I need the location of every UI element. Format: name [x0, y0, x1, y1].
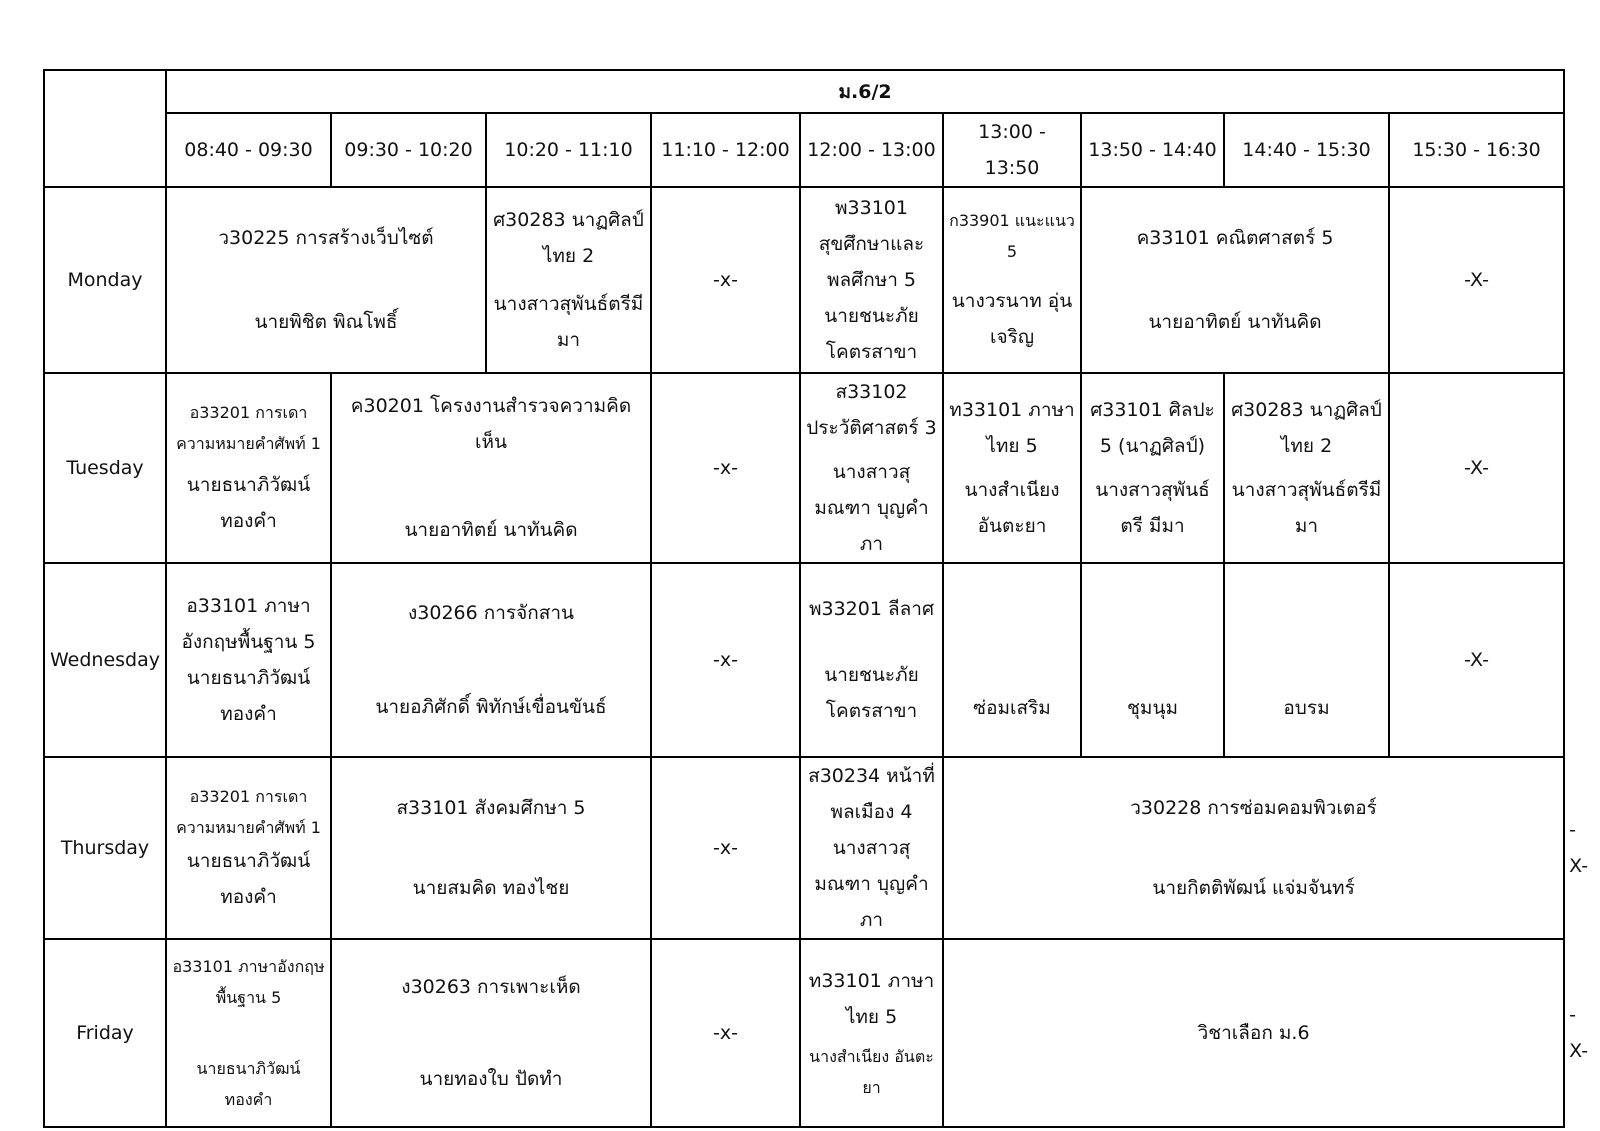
lunch-mark: -x-: [651, 563, 800, 757]
end-mark: -X-: [1389, 187, 1564, 373]
day-thursday: Thursday: [44, 757, 166, 939]
subject: ส33101 สังคมศึกษา 5: [396, 797, 586, 819]
subject: อ33101 ภาษาอังกฤษพื้นฐาน 5: [172, 957, 325, 1007]
teacher: นายอาทิตย์ นาทันคิด: [1148, 311, 1322, 333]
row-monday: [44, 187, 1564, 373]
period-4: 11:10 - 12:00: [651, 113, 800, 187]
row-friday: Friday อ33101 ภาษาอังกฤษพื้นฐาน 5 นายธนาภิวัฒน์ ทองคำ ง30263 การเพาะเห็ด นายทองใบ ปัดทำ -x- ท33101 ภาษาไทย 5 นางสำเนียง อันตะยา วิชาเลือก ม.6 -X-: [44, 939, 1564, 1127]
subject: ง30263 การเพาะเห็ด: [401, 976, 581, 998]
class-name: ม.6/2: [166, 70, 1564, 113]
teacher: นายธนาภิวัฒน์ ทองคำ: [196, 1059, 301, 1109]
teacher: นายทองใบ ปัดทำ: [419, 1068, 563, 1090]
subject: ง30266 การจักสาน: [407, 602, 575, 624]
lesson-cell: [331, 373, 651, 563]
subject: ท33101 ภาษาไทย 5: [808, 970, 935, 1028]
teacher: นางสาวสุมณฑา บุญคำภา: [814, 461, 929, 555]
teacher: นายธนาภิวัฒน์ ทองคำ: [186, 474, 311, 532]
activity-cell: [1081, 563, 1224, 757]
lesson-cell: [800, 757, 943, 939]
lesson-cell: [800, 373, 943, 563]
lesson-cell: [166, 757, 331, 939]
subject: ศ30283 นาฏศิลป์ไทย 2: [493, 209, 644, 267]
lesson-cell: [1081, 373, 1224, 563]
teacher: นางสำเนียง อันตะยา: [964, 479, 1060, 537]
row-tuesday: [44, 373, 1564, 563]
teacher: นายชนะภัย โคตรสาขา: [824, 305, 919, 363]
lesson-cell: [166, 563, 331, 757]
day-friday: Friday: [44, 939, 166, 1127]
lesson-cell: [486, 187, 651, 373]
lunch-mark: -x-: [651, 187, 800, 373]
period-5: 12:00 - 13:00: [800, 113, 943, 187]
lunch-mark: -x-: [651, 373, 800, 563]
lesson-cell: [166, 187, 486, 373]
subject: ค33101 คณิตศาสตร์ 5: [1136, 227, 1334, 249]
lesson-cell: [331, 757, 651, 939]
end-mark: -X-: [1389, 563, 1564, 757]
teacher: นางสาวสุพันธ์ตรี มีมา: [1095, 479, 1210, 537]
teacher: นายพิชิต พิณโพธิ์: [254, 311, 398, 333]
lunch-mark: -x-: [651, 757, 800, 939]
subject: พ33101 สุขศึกษาและพลศึกษา 5: [818, 197, 925, 291]
lesson-cell: [800, 939, 943, 1127]
day-wednesday: Wednesday: [44, 563, 166, 757]
subject: พ33201 ลีลาศ: [808, 598, 935, 620]
period-7: 13:50 - 14:40: [1081, 113, 1224, 187]
period-1: 08:40 - 09:30: [166, 113, 331, 187]
lunch-mark: -x-: [651, 939, 800, 1127]
period-3: 10:20 - 11:10: [486, 113, 651, 187]
period-9: 15:30 - 16:30: [1389, 113, 1564, 187]
row-thursday: Thursday อ33201 การเดาความหมายคำศัพท์ 1 นายธนาภิวัฒน์ ทองคำ ส33101 สังคมศึกษา 5 นายสมคิด ทองไชย -x- ส30234 หน้าที่พลเมือง 4 นางสาวสุมณฑา บุญคำภา ว30228 การซ่อมคอมพิวเตอร์ นายกิตติพัฒน์ แจ่มจันทร์ -X-: [44, 757, 1564, 939]
lesson-cell: [331, 939, 651, 1127]
subject: อ33201 การเดาความหมายคำศัพท์ 1: [176, 403, 321, 453]
lesson-cell: [1224, 373, 1389, 563]
lesson-cell: [1081, 187, 1389, 373]
lesson-cell: [943, 187, 1081, 373]
subject: ส30234 หน้าที่พลเมือง 4: [808, 765, 935, 823]
lesson-cell: [166, 373, 331, 563]
subject: ท33101 ภาษาไทย 5: [949, 399, 1075, 457]
subject: วิชาเลือก ม.6: [1197, 1022, 1310, 1044]
period-header-row: [44, 113, 1564, 187]
lesson-cell: [800, 563, 943, 757]
lesson-cell: [943, 757, 1564, 939]
subject: อ33201 การเดาความหมายคำศัพท์ 1: [176, 787, 321, 837]
lesson-cell: [943, 939, 1564, 1127]
day-monday: Monday: [44, 187, 166, 373]
teacher: นางสาวสุพันธ์ตรีมีมา: [1231, 479, 1382, 537]
subject: ว30228 การซ่อมคอมพิวเตอร์: [1130, 797, 1377, 819]
teacher: นางสำเนียง อันตะยา: [809, 1047, 934, 1097]
period-2: 09:30 - 10:20: [331, 113, 486, 187]
lesson-cell: [166, 939, 331, 1127]
subject: ก33901 แนะแนว 5: [949, 211, 1075, 261]
teacher: นางวรนาท อุ่นเจริญ: [951, 290, 1073, 348]
subject: ศ30283 นาฏศิลป์ไทย 2: [1231, 399, 1382, 457]
period-8: 14:40 - 15:30: [1224, 113, 1389, 187]
subject: อ33101 ภาษาอังกฤษพื้นฐาน 5: [181, 595, 316, 653]
period-6: 13:00 - 13:50: [943, 113, 1081, 187]
end-mark: -X-: [1389, 373, 1564, 563]
day-tuesday: Tuesday: [44, 373, 166, 563]
lesson-cell: [800, 187, 943, 373]
class-header-row: [44, 70, 1564, 113]
teacher: นายธนาภิวัฒน์ ทองคำ: [186, 667, 311, 725]
lesson-cell: [331, 563, 651, 757]
teacher: นายชนะภัย โคตรสาขา: [824, 664, 919, 722]
teacher: นางสาวสุพันธ์ตรีมีมา: [493, 293, 644, 351]
lesson-cell: [943, 373, 1081, 563]
subject: ศ33101 ศิลปะ 5 (นาฏศิลป์): [1090, 399, 1215, 457]
subject: ค30201 โครงงานสำรวจความคิดเห็น: [350, 395, 632, 453]
activity-cell: [1224, 563, 1389, 757]
teacher: นายสมคิด ทองไชย: [412, 877, 570, 899]
teacher: นายกิตติพัฒน์ แจ่มจันทร์: [1152, 877, 1355, 899]
teacher: นางสาวสุมณฑา บุญคำภา: [814, 837, 929, 931]
subject: อบรม: [1283, 697, 1330, 719]
subject: ส33102 ประวัติศาสตร์ 3: [806, 381, 937, 439]
teacher: นายอาทิตย์ นาทันคิด: [404, 519, 578, 541]
corner-cell: [44, 70, 166, 187]
teacher: นายอภิศักดิ์ พิทักษ์เขื่อนขันธ์: [375, 696, 607, 718]
activity-cell: [943, 563, 1081, 757]
subject: ชุมนุม: [1127, 697, 1178, 719]
subject: ซ่อมเสริม: [973, 697, 1051, 719]
timetable: [43, 69, 1589, 1128]
teacher: นายธนาภิวัฒน์ ทองคำ: [186, 850, 311, 908]
row-wednesday: [44, 563, 1564, 757]
subject: ว30225 การสร้างเว็บไซต์: [218, 227, 434, 249]
